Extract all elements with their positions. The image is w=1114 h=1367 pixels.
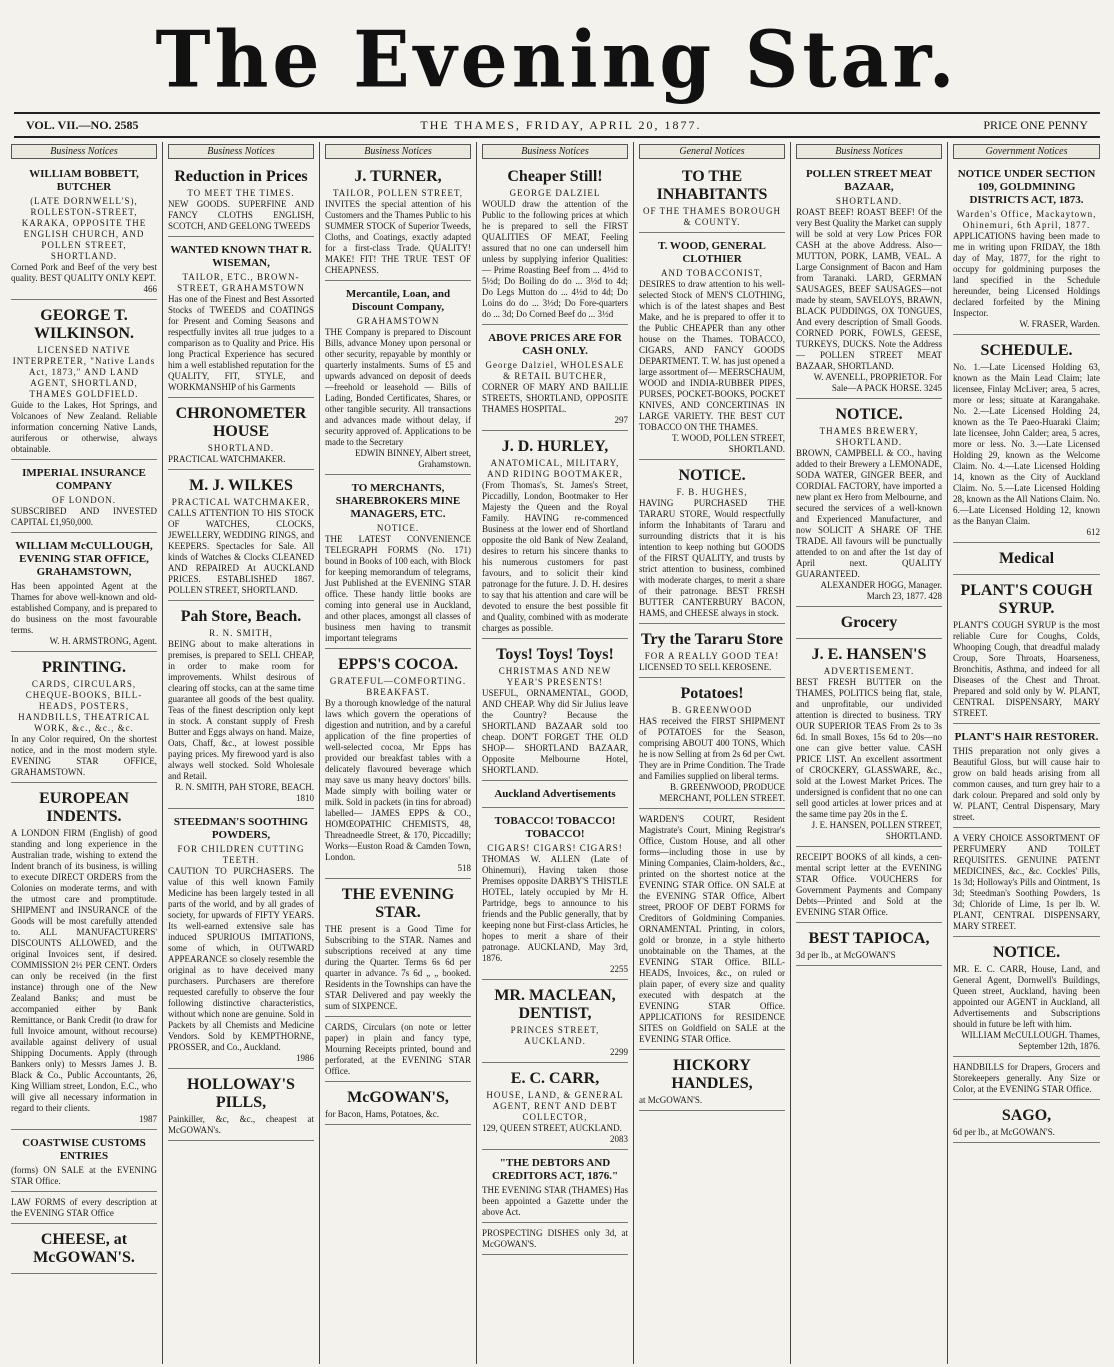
ad-body: CAUTION TO PURCHASERS. The value of this well known Family Medicine has been largely tested in all parts of the world, and by all grades of society, for upwards of FIFTY YEARS. Its well-earned extensive sale has induced SPURIOUS IMITATIONS, some of which, in OUTWARD APPEARANCE so closely resemble the original as to have deceived many purchasers. Purchasers are therefore requested carefully to observe the four following distinctive characteristics, without which none are genuine. Sold in Packets by all Chemists and Medicine Vendors. Sold by KEMPTHORNE, PROSSER, and Co., Auckland. [168,866,314,1052]
ad-signature: 297 [614,415,628,425]
column-4 [477,142,634,1364]
advertisement [168,603,314,809]
advertisement [482,1152,628,1223]
ad-subheading: PRACTICAL WATCHMAKER, [171,497,311,507]
advertisement [482,982,628,1063]
ad-subheading: AND TOBACCONIST, [660,268,763,278]
ad-body: NEW GOODS. SUPERFINE AND FANCY CLOTHS ENGLISH, SCOTCH, AND GEELONG TWEEDS [168,199,314,231]
ad-heading: "THE DEBTORS AND CREDITORS ACT, 1876." [491,1157,619,1182]
ad-body: at McGOWAN'S. [639,1095,703,1105]
ad-body: LAW FORMS of every description at the EVENING STAR Office [11,1197,157,1218]
ad-signature: 2299 [610,1047,628,1057]
advertisement [482,327,628,431]
advertisement [953,1102,1100,1143]
advertisement [325,283,471,475]
ad-signature: EDWIN BINNEY, Albert street, Grahamstown. [354,448,471,469]
ad-body: Has one of the Finest and Best Assorted Stocks of TWEEDS and COATINGS for Present and Coming Seasons and respectfully invites all true judges to a comparison as to Quality and Price. His long Practical Experience has secured him a well established reputation for the QUALITY, FIT, STYLE, and WORKMANSHIP of his Garments [168,294,314,392]
advertisement [796,641,942,847]
ad-body: Has been appointed Agent at the Thames for above well-known and old-established Company, and is prepared to do business on the most favourable terms. [11,581,157,635]
ad-body: MR. E. C. CARR, House, Land, and General Agent, Dornwell's Buildings, Queen street, Auckland, having been appointed our AGENT in Auckland, all Advertisements and Subscriptions should in future be left with him. [953,964,1100,1029]
advertisement [953,545,1100,575]
ad-heading: J. D. HURLEY, [501,438,609,455]
advertisement [482,783,628,808]
ad-subheading: Warden's Office, Mackaytown, Ohinemuri, 6th April, 1877. [956,209,1097,230]
advertisement [325,163,471,281]
advertisement [11,1132,157,1192]
ad-body: No. 1.—Late Licensed Holding 63, known as the Main Lead Claim; late licensee, Finlay McLiver; area, 5 acres, more or less; situate at Karangahake. No. 2.—Late Licensed Holding 24, known as the Te Paeo-Huaraki Claim; late licensee, John Calder; area, 5 acres, more or less. No. 3.—Late Licensed Holding 29, known as the Welcome Claim. No. 4.—Late Licensed Holding 14, known as the City of Auckland Claim. No. 5.—Late Licensed Holding 28, known as the All Nations Claim. No. 6.—Late Licensed Holding 12, known as the Banyan Claim. [953,362,1100,526]
ad-body: USEFUL, ORNAMENTAL, GOOD, AND CHEAP. Why did Sir Julius leave the Country? Because the SHORTLAND BAZAAR sold too cheap. DON'T FORGET THE OLD SHOP— SHORTLAND BAZAAR, Opposite Melbourne Hotel, SHORTLAND. [482,688,628,775]
ad-body: APPLICATIONS having been made to me in writing upon FRIDAY, the 18th day of May, 1877, for the right to occupy for goldmining purposes the land specified in the Schedule hereunder, being Licensed Holdings declared forfeited by the Mining Inspector. [953,231,1100,318]
ad-heading: NOTICE UNDER SECTION 109, GOLDMINING DISTRICTS ACT, 1873. [957,168,1096,206]
ad-body: (From Thomas's, St. James's Street, Piccadilly, London, Bootmaker to Her Majesty the Queen and the Royal Family. HAVING re-commenced Business at the lower end of Shortland opposite the old Bank of New Zealand, desires to return his sincere thanks to his numerous customers for past favours, and to solicit their kind patronage for the future. J. D. H. desires to say that his attention and care will be devoted to ensure the best possible fit and Quality, combined with as moderate charges as possible. [482,480,628,633]
ad-subheading: ADVERTISEMENT. [823,666,915,676]
ad-heading: McGOWAN'S, [347,1089,449,1106]
ad-signature: 2083 [610,1134,628,1144]
advertisement [168,811,314,1069]
ad-body: CARDS, Circulars (on note or letter paper) in plain and fancy type, Mourning Receipts printed, bound and perforated, at the EVENING STAR Office. [325,1022,471,1076]
advertisement [325,651,471,879]
ad-subheading: GRAHAMSTOWN [356,316,440,326]
ad-heading: Pah Store, Beach. [180,608,302,625]
advertisement [796,849,942,923]
ad-body: Painkiller, &c, &c., cheapest at McGOWAN's. [168,1114,314,1135]
advertisement [11,163,157,300]
advertisement [11,785,157,1130]
ad-heading: ABOVE PRICES ARE FOR CASH ONLY. [488,332,622,357]
section-heading: Business Notices [482,144,628,159]
advertisement [639,811,785,1050]
ad-body: A LONDON FIRM (English) of good standing and long experience in the Australian trade, wishing to extend the Indent branch of its business, is willing to execute DIRECT ORDERS from the Colonies on moderate terms, and with the utmost care and promptitude. SHIPMENT and INSURANCE of the Goods will be most carefully attended to. ALL MANUFACTURERS' DISCOUNTS ALLOWED, and the original Invoices sent, if desired. COMMISSION 2½ PER CENT. Orders can only be received (in the first instance) through one of the New Zealand Banks; and must be accompanied either by Bank Remittance, or Bank Credit (to draw for full Invoice amount, without recourse) available against delivery of usual Shipping Documents. Apply (through Bankers only) to Messrs James J. B. Black & Co., Public Accountants, 26, King William street, London, E.C., who will give all necessary information in regard to their clients. [11,828,157,1113]
advertisement [168,1071,314,1141]
advertisement [168,472,314,601]
ad-heading: NOTICE. [678,467,746,484]
issue-price: PRICE ONE PENNY [983,117,1088,132]
ad-heading: Potatoes! [680,685,744,702]
ad-heading: GEORGE T. WILKINSON. [33,307,135,342]
advertisement [953,830,1100,937]
advertisement [11,654,157,783]
ad-body: Guide to the Lakes, Hot Springs, and Volcanoes of New Zealand. Reliable information concerning Native Lands, auriferous or otherwise, always obtainable. [11,400,157,454]
ad-heading: Toys! Toys! Toys! [496,646,614,663]
ad-subheading: THAMES BREWERY, SHORTLAND. [819,426,919,447]
advertisement [953,1059,1100,1100]
ad-heading: PRINTING. [41,659,126,676]
advertisement [953,726,1100,828]
ad-heading: CHEESE, at McGOWAN'S. [33,1231,135,1266]
advertisement [11,1194,157,1224]
ad-body: Corned Pork and Beef of the very best quality. BEST QUALITY ONLY KEPT. [11,262,157,283]
ad-body: PROSPECTING DISHES only 3d, at McGOWAN'S. [482,1228,628,1249]
ad-subheading: CIGARS! CIGARS! CIGARS! [487,843,623,853]
ad-signature: R. N. SMITH, PAH STORE, BEACH. 1810 [174,782,314,803]
advertisement [325,477,471,649]
ad-heading: SAGO, [1001,1107,1052,1124]
section-heading: Business Notices [325,144,471,159]
ad-heading: TO THE INHABITANTS [656,168,768,203]
ad-heading: Grocery [840,614,898,631]
ad-heading: BEST TAPIOCA, [808,930,930,947]
ad-subheading: TAILOR, ETC., BROWN-STREET, GRAHAMSTOWN [177,272,305,293]
ad-body: DESIRES to draw attention to his well-selected Stock of MEN'S CLOTHING, which is of the latest shapes and Best Make, and he is prepared to offer it to the Public CHEAPER than any other house on the Thames. TOBACCO, CIGARS, AND FANCY GOODS DEPARTMENT. T. W. has just opened a large assortment of— MEERSCHAUM, WOOD and INDIA-RUBBER PIPES, PURSES, POCKET-BOOKS, POCKET KNIVES, AND CONCERTINAS IN LARGE VARIETY. THE BEST CUT TOBACCO ON THE THAMES. [639,279,785,432]
ad-body: HAS received the FIRST SHIPMENT of POTATOES for the Season, comprising ABOUT 400 TONS, Which he is now Selling at from 2s 6d per Cwt. They are in Prime Condition. The Trade and Families supplied on liberal terms. [639,716,785,781]
ad-subheading: OF THE THAMES BOROUGH & COUNTY. [643,206,781,227]
ad-subheading: PRINCES STREET, AUCKLAND. [510,1025,600,1046]
advertisement [168,400,314,470]
ad-heading: STEEDMAN'S SOOTHING POWDERS, [173,816,309,841]
ad-heading: MR. MACLEAN, DENTIST, [494,987,616,1022]
advertisement [796,925,942,966]
ad-body: THOMAS W. ALLEN (Late of Ohinemuri), Having taken those Premises opposite DARBY'S THISTLE HOTEL, lately occupied by Mr H. Partridge, begs to announce to his friends and the Public generally, that by keeping none but First-class Articles, he hopes to merit a share of their patronage. AUCKLAND, May 3rd, 1876. [482,854,628,963]
ad-heading: J. TURNER, [354,168,442,185]
ad-body: THE EVENING STAR (THAMES) Has been appointed a Gazette under the above Act. [482,1185,628,1217]
columns-container [6,142,1108,1364]
ad-subheading: (LATE DORNWELL'S), ROLLESTON-STREET, KARAKA, OPPOSITE THE ENGLISH CHURCH, AND POLLEN STREET, SHORTLAND. [21,196,147,261]
ad-heading: PLANT'S HAIR RESTORER. [954,731,1099,743]
ad-body: LICENSED TO SELL KEROSENE. [639,662,772,672]
ad-heading: Auckland Advertisements [494,788,616,800]
ad-heading: NOTICE. [835,406,903,423]
section-heading: General Notices [639,144,785,159]
ad-body: for Bacon, Hams, Potatoes, &c. [325,1109,439,1119]
ad-subheading: F. B. HUGHES, [676,487,748,497]
advertisement [11,302,157,460]
ad-signature: T. WOOD, POLLEN STREET, SHORTLAND. [672,433,785,454]
advertisement [639,235,785,460]
column-2 [163,142,320,1364]
advertisement [796,401,942,607]
masthead-title: The Evening Star. [155,14,959,106]
issue-date: THE THAMES, FRIDAY, APRIL 20, 1877. [420,117,702,132]
ad-heading: TOBACCO! TOBACCO! TOBACCO! [494,815,616,840]
section-heading: Government Notices [953,144,1100,159]
ad-body: In any Color required, On the shortest notice, and in the most modern style. EVENING STAR OFFICE, GRAHAMSTOWN. [11,734,157,777]
ad-signature: 1987 [139,1114,157,1124]
ad-subheading: B. GREENWOOD [671,705,753,715]
ad-body: HANDBILLS for Drapers, Grocers and Storekeepers generally. Any Size or Color, at the EVENING STAR Office. [953,1062,1100,1094]
ad-body: THE LATEST CONVENIENCE TELEGRAPH FORMS (No. 171) bound in Books of 100 each, with Block for keeping memorandum of telegrams, Just Published at the EVENING STAR office. These handy little books are coming into general use in Auckland, and other places, amongst all classes of business men having to transmit important telegrams [325,534,471,643]
advertisement [482,641,628,781]
ad-body: BEST FRESH BUTTER on the THAMES, POLITICS being flat, stale, and unprofitable, our undivided attention is directed to business. TRY OUR SUPERIOR TEAS From 2s to 3s 6d. In small Boxes, 15s 6d to 20s—no one can give better value. CASH PRICE LIST. An excellent assortment of CROCKERY, GLASSWARE, &c., sold at the Lowest Market Prices. The undersigned is confident that no one can sell good articles at lower prices and at the same time pay 20s in the £. [796,677,942,819]
column-1 [6,142,163,1364]
column-3 [320,142,477,1364]
ad-heading: HOLLOWAY'S PILLS, [187,1076,295,1111]
ad-subheading: FOR CHILDREN CUTTING TEETH. [177,844,305,865]
advertisement [953,337,1100,543]
advertisement [325,1019,471,1082]
ad-body: 129, QUEEN STREET, AUCKLAND. [482,1123,622,1133]
ad-body: HAVING PURCHASED THE TARARU STORE, Would respectfully inform the Inhabitants of Tararu and surrounding districts that it is his intention to keep nothing but GOODS of the FIRST QUALITY, and trusts by strict attention to business, combined with moderate charges, to merit a share of their patronage. BEST FRESH BUTTER CANTERBURY BACON, HAMS, and CHEESE always in stock. [639,498,785,618]
advertisement [11,1226,157,1274]
ad-body: BEING about to make alterations in premises, is prepared to SELL CHEAP, in order to make room for improvements. Whilst desirous of clearing off stocks, can at the same time guarantee all goods of the best quality. Teas of the finest description only kept in stock. A constant supply of Fresh Butter and Eggs always on hand. Maize, Oats, Chaff, &c., at lowest possible paying prices. My firewood yard is also always well stocked. Sold Wholesale and Retail. [168,639,314,781]
ad-signature: ALEXANDER HOGG, Manager. March 23, 1877. 428 [820,580,942,601]
advertisement [168,239,314,398]
ad-heading: HICKORY HANDLES, [671,1057,753,1092]
ad-subheading: TAILOR, POLLEN STREET, [332,188,464,198]
ad-heading: PLANT'S COUGH SYRUP. [960,582,1093,617]
ad-signature: WILLIAM McCULLOUGH. Thames, September 12th, 1876. [961,1030,1100,1051]
advertisement [325,881,471,1017]
ad-body: PLANT'S COUGH SYRUP is the most reliable Cure for Coughs, Colds, Whooping Cough, that dreadful malady Croup, Sore Throats, Hoarseness, Bronchitis, Asthma, and indeed for all Diseases of the Chest and Throat. Prepared and sold only by W. PLANT, CENTRAL DISPENSARY, MARY STREET. [953,620,1100,718]
ad-heading: J. E. HANSEN'S [811,646,927,663]
ad-heading: WANTED KNOWN THAT R. WISEMAN, [170,244,312,269]
ad-subheading: SHORTLAND. [835,196,903,206]
advertisement [796,163,942,399]
ad-heading: Mercantile, Loan, and Discount Company, [345,288,451,313]
advertisement [168,163,314,237]
section-heading: Business Notices [11,144,157,159]
advertisement [482,810,628,980]
ad-body: WOULD draw the attention of the Public to the following prices at which he is prepared to sell the FIRST QUALITIES OF MEAT, Feeling assured that no one can undersell him unless by supplying inferior Qualities:— Prime Roasting Beef from ... 4½d to 5½d; Do Boiling do do ... 3½d to 4d; Do Legs Mutton do ... 4½d to 4d; Do Loins do do ... 3½d; Do Fore-quarters do ... 3d; Do Corned Beef do ... 3½d [482,199,628,319]
ad-body: ROAST BEEF! ROAST BEEF! Of the very Best Quality the Market can supply will be sold at very Low Prices FOR CASH at the above Address. Also—MUTTON, PORK, LAMB, VEAL. A Large Consignment of Bacon and Ham from Taranaki. LARD, GERMAN SAUSAGES, BEEF SAUSAGES—not made by steam, SAVELOYS, BRAWN, BLACK PUDDINGS, OX TONGUES, And every description of Small Goods. CORNED PORK, FOWLS, GEESE, TURKEYS, DUCKS. Note the Address— POLLEN STREET MEAT BAZAAR, SHORTLAND. [796,207,942,371]
ad-subheading: FOR A REALLY GOOD TEA! [644,651,780,661]
advertisement [639,680,785,809]
ad-body: PRACTICAL WATCHMAKER. [168,454,286,464]
section-heading: Business Notices [796,144,942,159]
advertisement [953,163,1100,335]
ad-heading: IMPERIAL INSURANCE COMPANY [22,467,146,492]
ad-subheading: GEORGE DALZIEL [509,188,601,198]
ad-signature: 518 [457,863,471,873]
advertisement [639,1052,785,1111]
ad-signature: J. E. HANSEN, POLLEN STREET, SHORTLAND. [811,820,942,841]
ad-body: A VERY CHOICE ASSORTMENT OF PERFUMERY AND TOILET REQUISITES. GENUINE PATENT MEDICINES, &c., &c. Cockles' Pills, 1s 3d; Holloway's Pills and Ointment, 1s 3d; Steedman's Soothing Powders, 1s 3d; Chloride of Lime, 1s per lb. W. PLANT, CENTRAL DISPENSARY, MARY STREET. [953,833,1100,931]
ad-heading: Reduction in Prices [174,168,308,185]
advertisement [325,1084,471,1125]
ad-body: RECEIPT BOOKS of all kinds, a cenmental script letter at the EVENING STAR Office. VOUCHERS for Government Payments and Company Debts—Printed and Sold at the EVENING STAR Office. [796,852,942,917]
column-7 [948,142,1105,1364]
ad-body: 3d per lb., at McGOWAN'S [796,950,896,960]
ad-body: (forms) ON SALE at the EVENING STAR Office. [11,1165,157,1186]
ad-subheading: CARDS, CIRCULARS, CHEQUE-BOOKS, BILL-HEADS, POSTERS, HANDBILLS, THEATRICAL WORK, &c., &c., &c. [18,679,150,733]
ad-subheading: George Dalziel, WHOLESALE & RETAIL BUTCHER, [485,360,625,381]
advertisement [953,939,1100,1057]
advertisement [11,535,157,652]
ad-subheading: SHORTLAND. [207,443,275,453]
ad-heading: SCHEDULE. [980,342,1073,359]
ad-body: THE Company is prepared to Discount Bills, advance Money upon personal or other security, repayable by monthly or quarterly instalments. Sums of £5 and upwards advanced on deposit of deeds—freehold or leasehold — Bills of Lading, Bonded Certificates, Shares, or other tangible security. All transactions and advances made without delay, if security approved of. Applications to be made to the Secretary [325,327,471,447]
ad-signature: B. GREENWOOD, PRODUCE MERCHANT, POLLEN STREET. [659,782,785,803]
ad-heading: THE EVENING STAR. [341,886,455,921]
advertisement [639,462,785,624]
ad-heading: WILLIAM McCULLOUGH, EVENING STAR OFFICE, GRAHAMSTOWN, [15,540,153,578]
ad-heading: POLLEN STREET MEAT BAZAAR, [805,168,933,193]
ad-body: THE present is a Good Time for Subscribing to the STAR. Names and subscriptions received at any time during the Quarter. Terms 6s 6d per quarter in advance. 7s 6d „ „ booked. Residents in the Townships can have the STAR Delivered and pay weekly the sum of SIXPENCE. [325,924,471,1011]
advertisement [482,1065,628,1150]
volume-number: VOL. VII.—NO. 2585 [26,117,139,132]
column-5 [634,142,791,1364]
masthead [0,10,1114,110]
ad-heading: TO MERCHANTS, SHAREBROKERS MINE MANAGERS, ETC. [335,482,461,520]
ad-body: THIS preparation not only gives a Beautiful Gloss, but will cause hair to grow on bald heads arising from all common causes, and turn grey hair to a dark colour. Prepared and sold only by W. PLANT, Central Dispensary, Mary street. [953,746,1100,822]
ad-subheading: HOUSE, LAND, & GENERAL AGENT, RENT AND DEBT COLLECTOR, [486,1090,624,1122]
ad-body: CALLS ATTENTION TO HIS STOCK OF WATCHES, CLOCKS, JEWELLERY, WEDDING RINGS, and KEEPERS. Spectacles for Sale. All kinds of Watches & Clocks CLEANED AND REPAIRED At AUCKLAND PRICES. ESTABLISHED 1867. POLLEN STREET, SHORTLAND. [168,508,314,595]
ad-subheading: ANATOMICAL, MILITARY, AND RIDING BOOTMAKER, [487,458,623,479]
ad-body: SUBSCRIBED AND INVESTED CAPITAL £1,950,000. [11,506,157,527]
ad-heading: E. C. CARR, [510,1070,600,1087]
ad-subheading: LICENSED NATIVE INTERPRETER, "Native Lands Act, 1873," AND LAND AGENT, SHORTLAND, THAMES GOLDFIELD. [12,345,156,399]
ad-heading: Try the Tararu Store [640,631,784,648]
ad-heading: NOTICE. [992,944,1061,961]
ad-heading: WILLIAM BOBBETT, BUTCHER [29,168,139,193]
ad-signature: 2255 [610,964,628,974]
ad-body: BROWN, CAMPBELL & CO., having added to their Brewery a LEMONADE, SODA WATER, GINGER BEER, and CORDIAL FACTORY, have imported a new plant ex Hero from Melbourne, and secured the services of a well-known and Experienced Manufacturer, and now SOLICIT A SHARE OF THE TRADE. All favours will be punctually attended to on and after the 1st day of April next. QUALITY GUARANTEED. [796,448,942,579]
ad-subheading: TO MEET THE TIMES. [187,188,295,198]
advertisement [953,577,1100,724]
ad-signature: 466 [143,284,157,294]
ad-body: CORNER OF MARY AND BAILLIE STREETS, SHORTLAND, OPPOSITE THAMES HOSPITAL. [482,382,628,414]
ad-heading: Cheaper Still! [507,168,603,185]
ad-heading: EPPS'S COCOA. [337,656,458,673]
ad-signature: 1986 [296,1053,314,1063]
ad-body: By a thorough knowledge of the natural laws which govern the operations of digestion and nutrition, and by a careful application of the fine properties of well-selected cocoa, Mr Epps has provided our breakfast tables with a delicately flavoured beverage which may save us many heavy doctors' bills. Made simply with boiling water or milk. Sold in packets (in tins for abroad) labelled— JAMES EPPS & CO., HOMŒOPATHIC CHEMISTS, 48, Threadneedle Street, & 170, Piccadilly; Works—Euston Road & Camden Town, London. [325,698,471,862]
ad-subheading: OF LONDON. [52,495,116,505]
dateline-bar [14,112,1100,138]
ad-signature: W. H. ARMSTRONG, Agent. [49,636,157,646]
ad-subheading: GRATEFUL—COMFORTING. BREAKFAST. [329,676,467,697]
ad-signature: W. FRASER, Warden. [1019,319,1100,329]
ad-heading: CHRONOMETER HOUSE [175,405,307,440]
ad-signature: W. AVENELL, PROPRIETOR. For Sale—A PACK HORSE. 3245 [813,372,942,393]
ad-heading: COASTWISE CUSTOMS ENTRIES [22,1137,146,1162]
ad-body: 6d per lb., at McGOWAN'S. [953,1127,1055,1137]
ad-subheading: CHRISTMAS AND NEW YEAR'S PRESENTS! [498,666,612,687]
advertisement [11,462,157,533]
ad-heading: Medical [998,550,1055,567]
ad-body: WARDEN'S COURT, Resident Magistrate's Court, Mining Registrar's Office, Custom House, and all other forms—including those in use by Mining Companies, Claim-holders, &c., printed on the shortest notice at the EVENING STAR Office. ON SALE at the EVENING STAR Office, Albert street, PROOF OF DEBT FORMS for Creditors of Goldmining Companies. ORNAMENTAL Printing, in colors, gold or bronze, in a style hitherto unobtainable on the Thames, at the EVENING STAR Office. BILL-HEADS, Invoices, &c., on ruled or plain paper, of every size and quality executed with despatch at the EVENING STAR Office. APPLICATIONS for RESIDENCE SITES on Goldfield on SALE at the EVENING STAR Office. [639,814,785,1044]
section-heading: Business Notices [168,144,314,159]
ad-heading: T. WOOD, GENERAL CLOTHIER [658,240,766,265]
ad-heading: M. J. WILKES [189,477,293,494]
ad-body: INVITES the special attention of his Customers and the Thames Public to his SUMMER STOCK of Superior Tweeds, Cloths, and Coatings, exactly adapted for a first-class Trade. QUALITY! MAKE! FIT! THE TRUE TEST OF CHEAPNESS. [325,199,471,275]
advertisement [796,609,942,639]
ad-subheading: NOTICE. [376,523,420,533]
advertisement [482,433,628,639]
ad-subheading: R. N. SMITH, [209,628,273,638]
advertisement [639,163,785,233]
advertisement [482,163,628,325]
ad-signature: 612 [1086,527,1100,537]
advertisement [639,626,785,678]
column-6 [791,142,948,1364]
ad-heading: EUROPEAN INDENTS. [39,790,129,825]
advertisement [482,1225,628,1255]
